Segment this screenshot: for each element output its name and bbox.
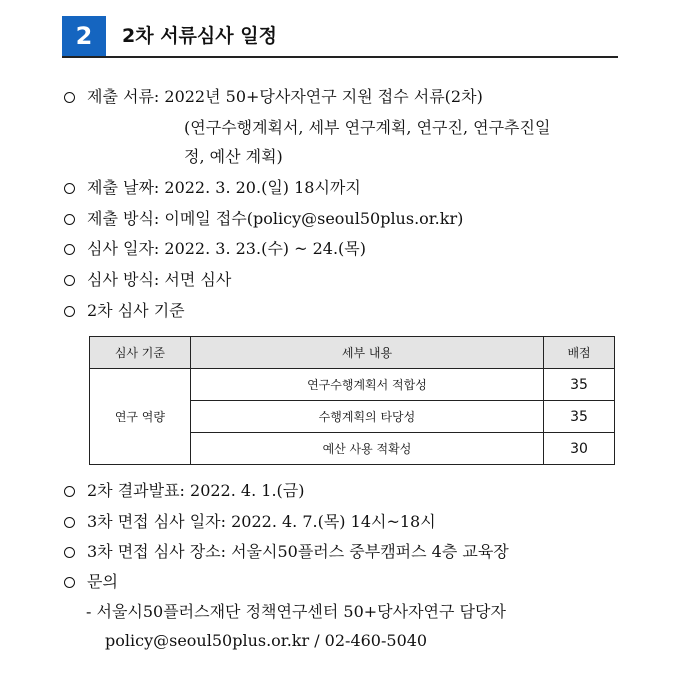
circle-bullet-icon [64, 214, 75, 225]
circle-bullet-icon [64, 577, 75, 588]
circle-bullet-icon [64, 486, 75, 497]
circle-bullet-icon [64, 306, 75, 317]
circle-bullet-icon [64, 244, 75, 255]
table-cell-detail: 연구수행계획서 적합성 [190, 369, 543, 401]
table-cell-detail: 예산 사용 적확성 [190, 433, 543, 465]
section-header [62, 16, 618, 56]
table-header-criteria: 심사 기준 [90, 337, 191, 369]
docs-continuation-line: 정, 예산 계획) [184, 147, 283, 166]
item-text: 2차 결과발표: 2022. 4. 1.(금) [87, 481, 305, 500]
circle-bullet-icon [64, 183, 75, 194]
item-text: 문의 [87, 572, 118, 591]
circle-bullet-icon [64, 92, 75, 103]
table-cell-detail: 수행계획의 타당성 [190, 401, 543, 433]
list-item [64, 541, 509, 563]
list-item [64, 177, 361, 199]
contact-email-phone: policy@seoul50plus.or.kr / 02-460-5040 [105, 631, 428, 650]
item-text: 심사 일자: 2022. 3. 23.(수) ~ 24.(목) [87, 239, 366, 258]
list-item [64, 208, 463, 230]
circle-bullet-icon [64, 517, 75, 528]
item-text: 제출 방식: 이메일 접수(policy@seoul50plus.or.kr) [87, 209, 464, 228]
list-item [64, 238, 366, 260]
list-item [64, 480, 304, 502]
docs-continuation-line: (연구수행계획서, 세부 연구계획, 연구진, 연구추진일 [184, 118, 551, 137]
section-title: 2차 서류심사 일정 [122, 25, 277, 47]
table-cell-score: 35 [544, 369, 615, 401]
item-text: 3차 면접 심사 일자: 2022. 4. 7.(목) 14시~18시 [87, 512, 436, 531]
table-cell-score: 30 [544, 433, 615, 465]
table-header-score: 배점 [544, 337, 615, 369]
circle-bullet-icon [64, 547, 75, 558]
table-header-detail: 세부 내용 [190, 337, 543, 369]
contact-line: - 서울시50플러스재단 정책연구센터 50+당사자연구 담당자 [86, 602, 506, 621]
criteria-table [89, 336, 615, 465]
table-row [90, 369, 615, 401]
item-text: 제출 날짜: 2022. 3. 20.(일) 18시까지 [87, 178, 361, 197]
item-text: 심사 방식: 서면 심사 [87, 270, 232, 289]
list-item [64, 269, 231, 291]
list-item [64, 511, 436, 533]
list-item [64, 86, 483, 108]
section-underline [62, 56, 618, 58]
list-item [64, 571, 118, 593]
list-item [64, 300, 185, 322]
table-header-row [90, 337, 615, 369]
item-text: 3차 면접 심사 장소: 서울시50플러스 중부캠퍼스 4층 교육장 [87, 542, 509, 561]
table-cell-score: 35 [544, 401, 615, 433]
item-text: 2차 심사 기준 [87, 301, 185, 320]
table-cell-category: 연구 역량 [90, 369, 191, 465]
item-text: 제출 서류: 2022년 50+당사자연구 지원 접수 서류(2차) [87, 87, 483, 106]
circle-bullet-icon [64, 275, 75, 286]
section-number-badge: 2 [62, 16, 106, 56]
